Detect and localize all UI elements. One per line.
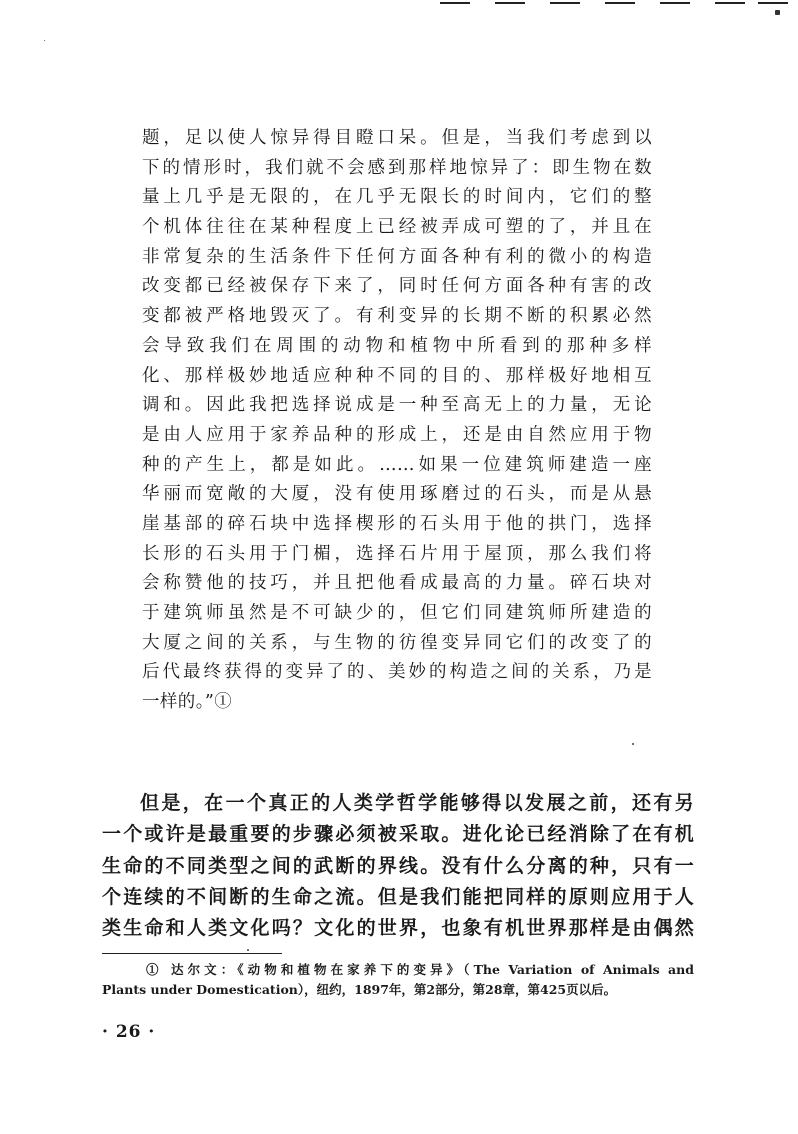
footnote-line: Plants under Domestication），纽约，1897年，第2部分，第28章，第425页以后。 <box>102 982 617 997</box>
quote-line: 题，足以使人惊异得目瞪口呆。但是，当我们考虑到以 <box>142 128 652 148</box>
scan-speck <box>44 40 45 41</box>
footnote <box>102 960 694 1000</box>
body-line: 个连续的不间断的生命之流。但是我们能把同样的原则应用于人 <box>102 885 694 908</box>
quote-line: 是由人应用于家养品种的形成上，还是由自然应用于物 <box>142 424 652 445</box>
body-paragraph <box>102 788 694 944</box>
scan-speck <box>632 743 634 745</box>
quote-line: 于建筑师虽然是不可缺少的，但它们同建筑师所建造的 <box>142 603 652 623</box>
scan-mark <box>775 10 780 15</box>
quote-line: 化、那样极妙地适应种种不同的目的、那样极好地相互 <box>142 365 652 386</box>
body-line: 类生命和人类文化吗？文化的世界，也象有机世界那样是由偶然 <box>102 917 694 940</box>
quote-line: 后代最终获得的变异了的、美妙的构造之间的关系，乃是 <box>142 662 652 683</box>
body-line: 一个或许是最重要的步骤必须被采取。进化论已经消除了在有机 <box>102 823 694 846</box>
quote-line: 崖基部的碎石块中选择楔形的石头用于他的拱门，选择 <box>142 513 652 534</box>
quote-line: 下的情形时，我们就不会感到那样地惊异了：即生物在数 <box>142 157 652 178</box>
scan-speck <box>247 949 249 951</box>
quote-line: 会导致我们在周围的动物和植物中所看到的那种多样 <box>142 335 652 356</box>
quote-line: 会称赞他的技巧，并且把他看成最高的力量。碎石块对 <box>142 573 652 594</box>
quote-line: 大厦之间的关系，与生物的彷徨变异同它们的改变了的 <box>142 632 652 653</box>
quote-line: 华丽而宽敞的大厦，没有使用琢磨过的石头，而是从悬 <box>142 484 652 505</box>
body-line: 但是，在一个真正的人类学哲学能够得以发展之前，还有另 <box>140 792 694 814</box>
quote-line: 个机体往往在某种程度上已经被弄成可塑的了，并且在 <box>142 217 652 238</box>
quote-line: 量上几乎是无限的，在几乎无限长的时间内，它们的整 <box>142 187 652 208</box>
quote-line: 非常复杂的生活条件下任何方面各种有利的微小的构造 <box>142 246 652 267</box>
quote-line: 变都被严格地毁灭了。有利变异的长期不断的积累必然 <box>142 306 652 327</box>
quote-line: 一样的。”① <box>142 692 233 713</box>
quote-line: 种的产生上，都是如此。……如果一位建筑师建造一座 <box>142 454 652 475</box>
quote-line: 调和。因此我把选择说成是一种至高无上的力量，无论 <box>142 395 652 416</box>
body-line: 生命的不同类型之间的武断的界线。没有什么分离的种，只有一 <box>102 854 694 877</box>
footnote-line: ① 达尔文：《动物和植物在家养下的变异》（The Variation of Animals and <box>146 962 694 977</box>
footnote-divider <box>102 953 282 954</box>
quotation-block <box>142 124 652 718</box>
quote-line: 改变都已经被保存下来了，同时任何方面各种有害的改 <box>142 276 652 297</box>
top-scan-rules <box>440 0 790 8</box>
page-number: · 26 · <box>102 1022 156 1042</box>
quote-line: 长形的石头用于门楣，选择石片用于屋顶，那么我们将 <box>142 543 652 564</box>
